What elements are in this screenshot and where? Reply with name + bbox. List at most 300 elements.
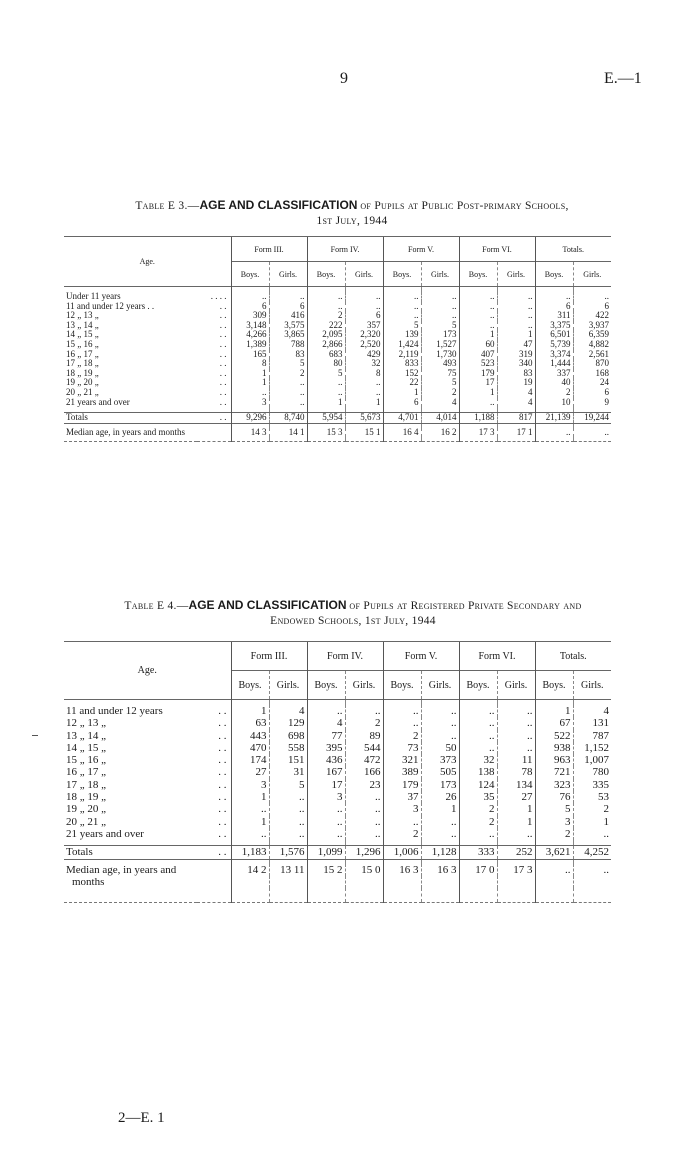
value-cell: 1 — [231, 816, 269, 828]
form-header: Form VI. — [459, 237, 535, 262]
median-value: 15 0 — [345, 864, 383, 876]
value-cell: .. — [497, 321, 535, 331]
value-cell: 3 — [231, 398, 269, 408]
value-cell: 9,296 — [231, 413, 269, 424]
median-empty — [269, 876, 307, 888]
value-cell: .. — [497, 292, 535, 302]
boys-header: Boys. — [231, 671, 269, 700]
age-cell: 21 years and over — [66, 827, 144, 840]
value-cell: 21,139 — [535, 413, 573, 424]
value-cell: .. — [459, 717, 497, 729]
table-row — [64, 846, 611, 859]
margin-mark — [32, 735, 38, 736]
value-cell: .. — [383, 816, 421, 828]
value-cell: .. — [231, 828, 269, 840]
leader-dots: . . — [219, 387, 227, 397]
table-row — [64, 369, 611, 379]
value-cell: 9 — [573, 398, 611, 408]
end-cell — [269, 437, 307, 442]
median-label: Median age, in years and months — [66, 427, 185, 437]
value-cell: 179 — [383, 779, 421, 791]
leader-dots: . . — [219, 378, 227, 388]
value-cell: 37 — [383, 791, 421, 803]
value-cell: .. — [307, 302, 345, 312]
value-cell: 1 — [231, 378, 269, 388]
value-cell: 1,424 — [383, 340, 421, 350]
leader-dots: . . — [218, 741, 227, 754]
median-empty — [307, 876, 345, 888]
age-cell: 13 „ 14 „ — [66, 320, 99, 330]
value-cell: 5 — [269, 779, 307, 791]
table-row — [64, 340, 611, 350]
age-cell: 17 „ 18 „ — [66, 778, 107, 791]
value-cell: 1 — [497, 816, 535, 828]
value-cell: .. — [345, 803, 383, 815]
value-cell: 6 — [573, 388, 611, 398]
value-cell: 1 — [231, 705, 269, 717]
boys-header: Boys. — [307, 671, 345, 700]
value-cell: 5 — [421, 321, 459, 331]
value-cell: 787 — [573, 730, 611, 742]
value-cell: 75 — [421, 369, 459, 379]
end-cell — [269, 888, 307, 903]
boys-header: Boys. — [535, 262, 573, 287]
value-cell: .. — [269, 828, 307, 840]
value-cell: 407 — [459, 350, 497, 360]
value-cell: 395 — [307, 742, 345, 754]
end-cell — [345, 437, 383, 442]
girls-header: Girls. — [573, 262, 611, 287]
girls-header: Girls. — [497, 671, 535, 700]
value-cell: 721 — [535, 766, 573, 778]
value-cell: 544 — [345, 742, 383, 754]
value-cell: 77 — [307, 730, 345, 742]
value-cell: .. — [307, 388, 345, 398]
leader-dots: . . — [218, 778, 227, 791]
value-cell: 1,730 — [421, 350, 459, 360]
median-row-2 — [64, 876, 611, 888]
value-cell: 1 — [383, 388, 421, 398]
median-row — [64, 864, 611, 876]
value-cell: .. — [421, 828, 459, 840]
end-cell — [459, 888, 497, 903]
leader-dots: . . — [218, 791, 227, 804]
end-cell — [197, 888, 231, 903]
value-cell: 1 — [231, 791, 269, 803]
median-value: 16 4 — [383, 428, 421, 438]
median-value: 17 3 — [497, 864, 535, 876]
leader-dots: . . — [219, 339, 227, 349]
header-row — [64, 237, 611, 262]
value-cell: 4 — [497, 388, 535, 398]
end-cell — [421, 888, 459, 903]
value-cell: 1,183 — [231, 846, 269, 859]
leader-dots: . . — [219, 397, 227, 407]
value-cell: 1,006 — [383, 846, 421, 859]
value-cell: 10 — [535, 398, 573, 408]
page-number: 9 — [340, 70, 348, 87]
value-cell: 173 — [421, 330, 459, 340]
value-cell: .. — [345, 292, 383, 302]
value-cell: 31 — [269, 766, 307, 778]
value-cell: .. — [307, 828, 345, 840]
value-cell: 6 — [535, 302, 573, 312]
age-cell: 18 „ 19 „ — [66, 368, 99, 378]
value-cell: 429 — [345, 350, 383, 360]
boys-header: Boys. — [383, 262, 421, 287]
value-cell: 1 — [497, 330, 535, 340]
value-cell: 5 — [535, 803, 573, 815]
value-cell: .. — [459, 321, 497, 331]
leader-dots: . . — [197, 413, 231, 424]
table-row — [64, 292, 611, 302]
end-cell — [421, 437, 459, 442]
value-cell: 5,739 — [535, 340, 573, 350]
leader-dots: . . — [219, 311, 227, 321]
value-cell: 389 — [383, 766, 421, 778]
median-value: .. — [535, 428, 573, 438]
form-header: Totals. — [535, 642, 611, 671]
value-cell: 1 — [421, 803, 459, 815]
table-row — [64, 398, 611, 408]
age-cell: 11 and under 12 years . . — [66, 301, 155, 311]
age-cell: 19 „ 20 „ — [66, 803, 107, 816]
value-cell: 2,520 — [345, 340, 383, 350]
value-cell: 6,359 — [573, 330, 611, 340]
table-row — [64, 311, 611, 321]
value-cell: 1,444 — [535, 359, 573, 369]
table-row — [64, 816, 611, 828]
median-label-2: months — [72, 875, 105, 888]
table-row — [64, 742, 611, 754]
value-cell: 4 — [421, 398, 459, 408]
value-cell: 76 — [535, 791, 573, 803]
value-cell: 152 — [383, 369, 421, 379]
value-cell: 4,266 — [231, 330, 269, 340]
value-cell: 1,188 — [459, 413, 497, 424]
girls-header: Girls. — [345, 671, 383, 700]
value-cell: 319 — [497, 350, 535, 360]
value-cell: 47 — [497, 340, 535, 350]
value-cell: 817 — [497, 413, 535, 424]
value-cell: 22 — [383, 378, 421, 388]
value-cell: 2 — [535, 828, 573, 840]
value-cell: 1,007 — [573, 754, 611, 766]
value-cell: .. — [497, 828, 535, 840]
end-cell — [307, 888, 345, 903]
table-row — [64, 730, 611, 742]
value-cell: .. — [383, 705, 421, 717]
header-row — [64, 642, 611, 671]
value-cell: 4 — [307, 717, 345, 729]
value-cell: 1 — [459, 388, 497, 398]
table-row — [64, 803, 611, 815]
value-cell: 683 — [307, 350, 345, 360]
median-label: Median age, in years and — [66, 863, 177, 876]
boys-header: Boys. — [459, 671, 497, 700]
age-cell: 15 „ 16 „ — [66, 339, 99, 349]
value-cell: 340 — [497, 359, 535, 369]
value-cell: 833 — [383, 359, 421, 369]
value-cell: 138 — [459, 766, 497, 778]
leader-dots: . . — [219, 320, 227, 330]
girls-header: Girls. — [269, 262, 307, 287]
end-cell — [231, 437, 269, 442]
median-empty — [231, 876, 269, 888]
value-cell: 1,099 — [307, 846, 345, 859]
value-cell: 6 — [573, 302, 611, 312]
value-cell: 151 — [269, 754, 307, 766]
value-cell: .. — [345, 302, 383, 312]
value-cell: 63 — [231, 717, 269, 729]
median-value: 14 2 — [231, 864, 269, 876]
value-cell: 11 — [497, 754, 535, 766]
value-cell: .. — [535, 292, 573, 302]
page-reference: E.—1 — [604, 70, 642, 87]
value-cell: .. — [383, 311, 421, 321]
value-cell: .. — [269, 791, 307, 803]
value-cell: 558 — [269, 742, 307, 754]
value-cell: 2 — [573, 803, 611, 815]
value-cell: 167 — [307, 766, 345, 778]
value-cell: .. — [383, 302, 421, 312]
value-cell: .. — [307, 292, 345, 302]
end-cell — [497, 888, 535, 903]
value-cell: .. — [497, 742, 535, 754]
value-cell: .. — [459, 730, 497, 742]
value-cell: .. — [269, 388, 307, 398]
leader-dots: . . . . — [210, 292, 227, 301]
value-cell: .. — [573, 292, 611, 302]
value-cell: .. — [345, 705, 383, 717]
table-row — [64, 330, 611, 340]
table-e3-title — [64, 198, 640, 229]
median-value: 14 1 — [269, 428, 307, 438]
value-cell: 6 — [231, 302, 269, 312]
value-cell: .. — [459, 302, 497, 312]
end-cell — [573, 437, 611, 442]
median-row — [64, 428, 611, 438]
value-cell: 1 — [345, 398, 383, 408]
age-cell: 12 „ 13 „ — [66, 717, 107, 730]
leader-dots: . . — [219, 301, 227, 311]
value-cell: 19,244 — [573, 413, 611, 424]
value-cell: .. — [421, 730, 459, 742]
value-cell: 83 — [269, 350, 307, 360]
value-cell: 2 — [535, 388, 573, 398]
value-cell: 131 — [573, 717, 611, 729]
boys-header: Boys. — [307, 262, 345, 287]
value-cell: .. — [573, 828, 611, 840]
age-cell: 21 years and over — [66, 397, 130, 407]
median-value: 17 1 — [497, 428, 535, 438]
value-cell: .. — [497, 311, 535, 321]
leader-dots: . . — [219, 349, 227, 359]
age-cell: 20 „ 21 „ — [66, 387, 99, 397]
value-cell: 6 — [269, 302, 307, 312]
value-cell: .. — [231, 803, 269, 815]
value-cell: 373 — [421, 754, 459, 766]
median-value: 16 3 — [421, 864, 459, 876]
value-cell: 5 — [269, 359, 307, 369]
value-cell: 522 — [535, 730, 573, 742]
value-cell: 3,575 — [269, 321, 307, 331]
table-e4 — [64, 641, 611, 903]
value-cell: 19 — [497, 378, 535, 388]
median-empty — [345, 876, 383, 888]
age-cell: 15 „ 16 „ — [66, 754, 107, 767]
value-cell: 73 — [383, 742, 421, 754]
value-cell: 1,527 — [421, 340, 459, 350]
leader-dots: . . — [218, 717, 227, 730]
end-cell — [535, 437, 573, 442]
value-cell: .. — [345, 378, 383, 388]
value-cell: 1,128 — [421, 846, 459, 859]
table-row — [64, 791, 611, 803]
value-cell: 5 — [421, 378, 459, 388]
value-cell: 2 — [307, 311, 345, 321]
table-e3-body — [64, 237, 611, 442]
value-cell: 333 — [459, 846, 497, 859]
value-cell: 1 — [573, 816, 611, 828]
leader-dots: . . — [219, 330, 227, 340]
value-cell: 2 — [421, 388, 459, 398]
median-value: 17 0 — [459, 864, 497, 876]
value-cell: .. — [345, 816, 383, 828]
table-row — [64, 828, 611, 840]
value-cell: 335 — [573, 779, 611, 791]
leader-dots: . . — [218, 705, 227, 717]
age-cell: 17 „ 18 „ — [66, 359, 99, 369]
leader-dots: . . — [218, 729, 227, 742]
value-cell: 505 — [421, 766, 459, 778]
value-cell: 938 — [535, 742, 573, 754]
value-cell: 60 — [459, 340, 497, 350]
table-e4-title — [58, 598, 648, 629]
table-e3 — [64, 236, 611, 442]
form-header: Form III. — [231, 237, 307, 262]
value-cell: 8,740 — [269, 413, 307, 424]
end-row — [64, 437, 611, 442]
value-cell: 8 — [231, 359, 269, 369]
value-cell: 23 — [345, 779, 383, 791]
median-empty — [497, 876, 535, 888]
median-value: 15 1 — [345, 428, 383, 438]
end-cell — [535, 888, 573, 903]
leader-dots: . . — [218, 803, 227, 816]
end-row — [64, 888, 611, 903]
value-cell: .. — [269, 816, 307, 828]
value-cell: 32 — [345, 359, 383, 369]
value-cell: .. — [459, 705, 497, 717]
table-e4-title-line2: Endowed Schools, 1st July, 1944 — [270, 615, 436, 627]
value-cell: .. — [269, 803, 307, 815]
value-cell: .. — [497, 730, 535, 742]
leader-dots: . . — [219, 368, 227, 378]
value-cell: .. — [307, 816, 345, 828]
value-cell: .. — [459, 292, 497, 302]
age-header: Age. — [64, 642, 231, 700]
table-row — [64, 302, 611, 312]
value-cell: 139 — [383, 330, 421, 340]
median-value: .. — [573, 428, 611, 438]
table-row — [64, 359, 611, 369]
value-cell: 1 — [459, 330, 497, 340]
median-empty — [459, 876, 497, 888]
value-cell: 698 — [269, 730, 307, 742]
value-cell: 321 — [383, 754, 421, 766]
value-cell: 323 — [535, 779, 573, 791]
value-cell: 3 — [383, 803, 421, 815]
girls-header: Girls. — [421, 671, 459, 700]
end-cell — [383, 437, 421, 442]
form-header: Totals. — [535, 237, 611, 262]
value-cell: 436 — [307, 754, 345, 766]
value-cell: .. — [345, 828, 383, 840]
value-cell: 6 — [383, 398, 421, 408]
value-cell: 129 — [269, 717, 307, 729]
value-cell: .. — [459, 311, 497, 321]
end-cell — [197, 437, 231, 442]
value-cell: .. — [459, 398, 497, 408]
end-cell — [345, 888, 383, 903]
value-cell: 179 — [459, 369, 497, 379]
value-cell: .. — [345, 388, 383, 398]
value-cell: 2 — [459, 816, 497, 828]
girls-header: Girls. — [345, 262, 383, 287]
value-cell: 963 — [535, 754, 573, 766]
value-cell: .. — [421, 705, 459, 717]
value-cell: 337 — [535, 369, 573, 379]
table-e4-title-prefix: Table E 4.— — [124, 600, 189, 612]
age-cell: Totals — [64, 413, 197, 424]
value-cell: 4 — [497, 398, 535, 408]
value-cell: 1,389 — [231, 340, 269, 350]
value-cell: .. — [345, 791, 383, 803]
value-cell: 26 — [421, 791, 459, 803]
age-cell: 16 „ 17 „ — [66, 349, 99, 359]
value-cell: 78 — [497, 766, 535, 778]
leader-dots: . . — [218, 766, 227, 779]
end-cell — [231, 888, 269, 903]
value-cell: .. — [421, 311, 459, 321]
value-cell: 83 — [497, 369, 535, 379]
girls-header: Girls. — [497, 262, 535, 287]
end-cell — [497, 437, 535, 442]
leader-dots: . . — [219, 359, 227, 369]
value-cell: .. — [307, 378, 345, 388]
form-header: Form V. — [383, 642, 459, 671]
form-header: Form IV. — [307, 642, 383, 671]
form-header: Form III. — [231, 642, 307, 671]
value-cell: .. — [383, 717, 421, 729]
value-cell: 50 — [421, 742, 459, 754]
value-cell: 35 — [459, 791, 497, 803]
end-cell — [64, 437, 197, 442]
value-cell: 443 — [231, 730, 269, 742]
age-cell: 16 „ 17 „ — [66, 766, 107, 779]
value-cell: 166 — [345, 766, 383, 778]
age-cell: Under 11 years — [66, 292, 121, 301]
value-cell: .. — [421, 292, 459, 302]
value-cell: .. — [231, 292, 269, 302]
value-cell: 4,701 — [383, 413, 421, 424]
median-value: 16 2 — [421, 428, 459, 438]
value-cell: 4,252 — [573, 846, 611, 859]
leader-dots: . . — [218, 754, 227, 767]
value-cell: 24 — [573, 378, 611, 388]
value-cell: 2 — [383, 730, 421, 742]
